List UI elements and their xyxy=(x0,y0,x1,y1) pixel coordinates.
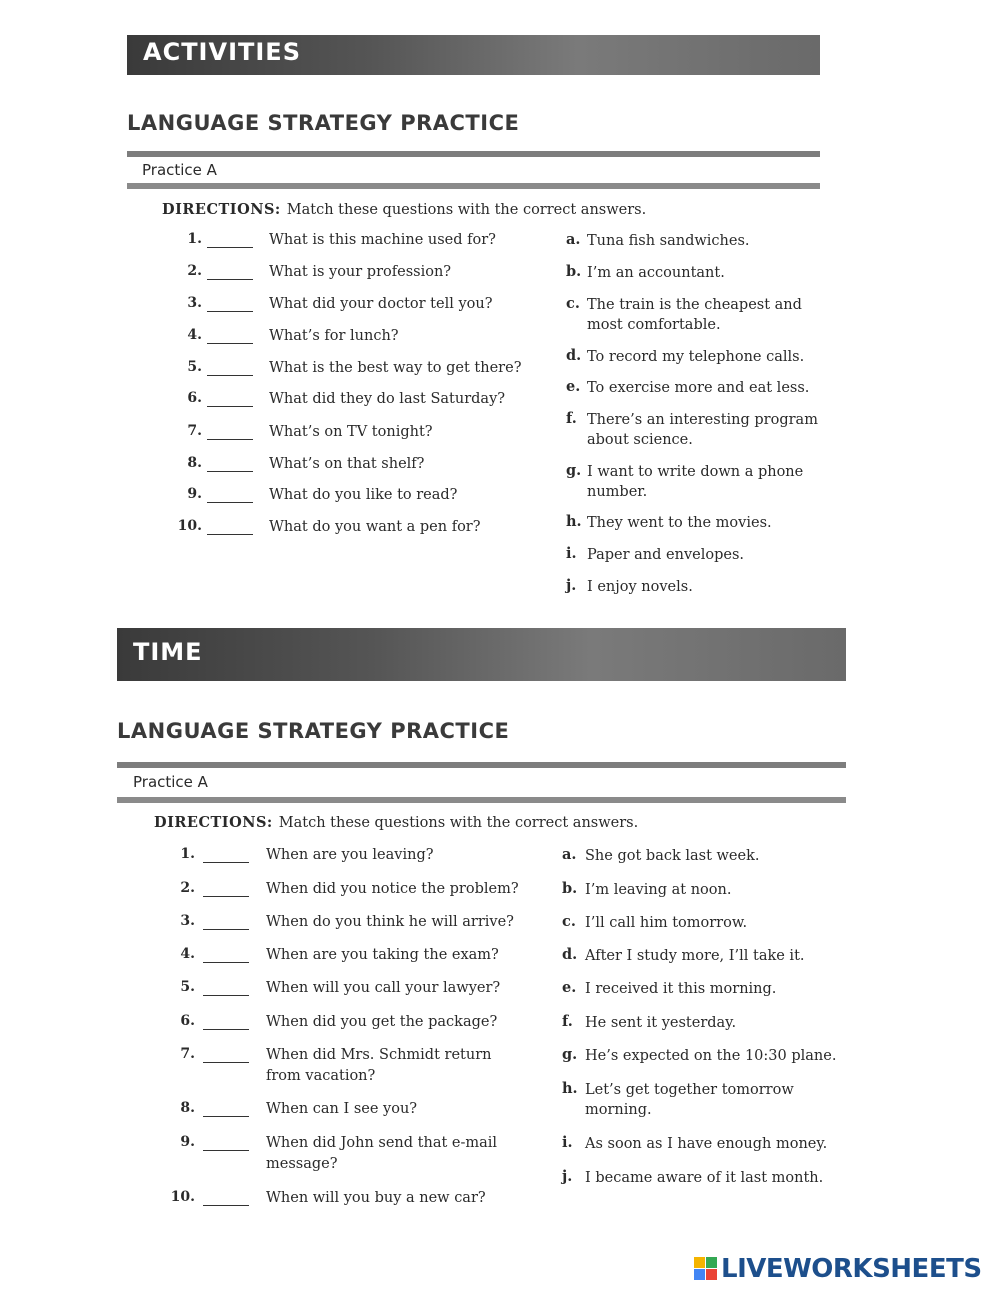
answer-letter: j. xyxy=(562,1168,573,1185)
question-text: When will you call your lawyer? xyxy=(266,980,501,996)
question-text: When did you get the package? xyxy=(266,1014,498,1030)
answer-letter: d. xyxy=(566,347,582,364)
question-text-line: message? xyxy=(266,1156,338,1172)
section-title: LANGUAGE STRATEGY PRACTICE xyxy=(127,111,520,135)
answer-text-line: morning. xyxy=(585,1102,652,1118)
question-number: 5. xyxy=(180,979,195,995)
directions-text: Match these questions with the correct answers. xyxy=(278,815,639,831)
answer-letter: i. xyxy=(562,1134,573,1151)
question-text: What is your profession? xyxy=(269,264,452,280)
answer-text xyxy=(587,410,818,450)
activities-banner xyxy=(127,35,820,75)
answer-letter: h. xyxy=(566,513,582,530)
directions-label: DIRECTIONS: xyxy=(154,814,273,831)
answer-blank[interactable] xyxy=(207,405,253,407)
answer-blank[interactable] xyxy=(207,438,253,440)
answer-letter: c. xyxy=(566,295,580,312)
question-number: 5. xyxy=(187,359,202,375)
answer-text-line: Let’s get together tomorrow xyxy=(585,1082,794,1098)
question-number: 9. xyxy=(187,486,202,502)
question-number: 2. xyxy=(187,263,202,279)
practice-label: Practice A xyxy=(133,773,208,791)
answer-blank[interactable] xyxy=(203,1115,249,1117)
answer-blank[interactable] xyxy=(203,895,249,897)
answer-blank[interactable] xyxy=(207,342,253,344)
answer-text xyxy=(587,295,802,335)
answer-blank[interactable] xyxy=(203,1204,249,1206)
question-text: What’s on that shelf? xyxy=(269,456,425,472)
question-number: 6. xyxy=(187,390,202,406)
question-number: 7. xyxy=(187,423,202,439)
directions xyxy=(162,201,646,218)
answer-text-line: number. xyxy=(587,484,648,500)
answer-text: I enjoy novels. xyxy=(587,579,693,595)
question-number: 8. xyxy=(187,455,202,471)
answer-blank[interactable] xyxy=(207,533,253,535)
answer-text: To exercise more and eat less. xyxy=(587,380,810,396)
question-number: 2. xyxy=(180,880,195,896)
question-text-line: from vacation? xyxy=(266,1068,376,1084)
question-number: 4. xyxy=(180,946,195,962)
answer-blank[interactable] xyxy=(207,246,253,248)
question-text: When did you notice the problem? xyxy=(266,881,519,897)
answer-text: Paper and envelopes. xyxy=(587,547,745,563)
answer-blank[interactable] xyxy=(207,501,253,503)
banner-title: TIME xyxy=(133,638,203,666)
answer-letter: i. xyxy=(566,545,577,562)
answer-blank[interactable] xyxy=(203,1061,249,1063)
answer-blank[interactable] xyxy=(207,374,253,376)
answer-text-line: I want to write down a phone xyxy=(587,464,804,480)
question-text: What do you want a pen for? xyxy=(269,519,481,535)
rule-top xyxy=(127,151,820,157)
answer-text: I’m an accountant. xyxy=(587,265,725,281)
answer-text: He’s expected on the 10:30 plane. xyxy=(585,1048,837,1064)
answer-letter: f. xyxy=(562,1013,573,1030)
answer-letter: j. xyxy=(566,577,577,594)
answer-text-line: There’s an interesting program xyxy=(587,412,818,428)
answer-text: I’ll call him tomorrow. xyxy=(585,915,748,931)
question-text: When do you think he will arrive? xyxy=(266,914,514,930)
answer-text xyxy=(585,1080,794,1120)
time-banner xyxy=(117,628,846,681)
answer-text: He sent it yesterday. xyxy=(585,1015,737,1031)
answer-letter: e. xyxy=(566,378,581,395)
answer-text-line: most comfortable. xyxy=(587,317,721,333)
answer-text xyxy=(587,462,803,502)
answer-letter: c. xyxy=(562,913,576,930)
answer-text: As soon as I have enough money. xyxy=(585,1136,828,1152)
answer-blank[interactable] xyxy=(207,470,253,472)
answer-blank[interactable] xyxy=(203,1028,249,1030)
banner-title: ACTIVITIES xyxy=(143,38,301,66)
answer-text: She got back last week. xyxy=(585,848,760,864)
question-text: What do you like to read? xyxy=(269,487,458,503)
answer-blank[interactable] xyxy=(203,961,249,963)
answer-blank[interactable] xyxy=(207,278,253,280)
answer-letter: e. xyxy=(562,979,577,996)
question-number: 1. xyxy=(187,231,202,247)
question-number: 9. xyxy=(180,1134,195,1150)
answer-letter: a. xyxy=(562,846,577,863)
question-number: 10. xyxy=(177,518,202,534)
answer-letter: g. xyxy=(562,1046,578,1063)
question-text: What did your doctor tell you? xyxy=(269,296,493,312)
question-text: What did they do last Saturday? xyxy=(269,391,506,407)
question-text: What is the best way to get there? xyxy=(269,360,522,376)
rule-top xyxy=(117,762,846,768)
question-number: 4. xyxy=(187,327,202,343)
question-text: What is this machine used for? xyxy=(269,232,496,248)
answer-letter: b. xyxy=(566,263,582,280)
answer-text-line: The train is the cheapest and xyxy=(587,297,802,313)
answer-blank[interactable] xyxy=(203,994,249,996)
question-text: When are you taking the exam? xyxy=(266,947,499,963)
answer-letter: b. xyxy=(562,880,578,897)
question-text: When can I see you? xyxy=(266,1101,418,1117)
question-number: 10. xyxy=(170,1189,195,1205)
rule-bottom xyxy=(117,797,846,803)
logo-mark-icon xyxy=(694,1257,718,1281)
answer-blank[interactable] xyxy=(203,861,249,863)
answer-letter: h. xyxy=(562,1080,578,1097)
answer-letter: g. xyxy=(566,462,582,479)
rule-bottom xyxy=(127,183,820,189)
question-text: When will you buy a new car? xyxy=(266,1190,486,1206)
section-title: LANGUAGE STRATEGY PRACTICE xyxy=(117,719,510,743)
directions-label: DIRECTIONS: xyxy=(162,201,281,218)
question-number: 3. xyxy=(187,295,202,311)
question-number: 6. xyxy=(180,1013,195,1029)
liveworksheets-logo xyxy=(694,1254,982,1284)
answer-blank[interactable] xyxy=(207,310,253,312)
answer-letter: f. xyxy=(566,410,577,427)
answer-letter: a. xyxy=(566,231,581,248)
answer-text: Tuna fish sandwiches. xyxy=(587,233,750,249)
answer-text: After I study more, I’ll take it. xyxy=(585,948,805,964)
question-text: What’s on TV tonight? xyxy=(269,424,433,440)
practice-label: Practice A xyxy=(142,161,217,179)
question-text: When are you leaving? xyxy=(266,847,434,863)
logo-text: LIVEWORKSHEETS xyxy=(721,1254,982,1284)
question-text-line: When did Mrs. Schmidt return xyxy=(266,1047,492,1063)
answer-text-line: about science. xyxy=(587,432,693,448)
answer-text: I’m leaving at noon. xyxy=(585,882,732,898)
answer-text: I received it this morning. xyxy=(585,981,777,997)
directions xyxy=(154,814,638,831)
question-text xyxy=(266,1133,497,1175)
question-number: 3. xyxy=(180,913,195,929)
question-text-line: When did John send that e-mail xyxy=(266,1135,498,1151)
question-number: 1. xyxy=(180,846,195,862)
answer-text: I became aware of it last month. xyxy=(585,1170,824,1186)
answer-text: To record my telephone calls. xyxy=(587,349,805,365)
question-text: What’s for lunch? xyxy=(269,328,399,344)
answer-text: They went to the movies. xyxy=(587,515,772,531)
directions-text: Match these questions with the correct answers. xyxy=(286,202,647,218)
question-number: 7. xyxy=(180,1046,195,1062)
answer-blank[interactable] xyxy=(203,1149,249,1151)
answer-blank[interactable] xyxy=(203,928,249,930)
question-text xyxy=(266,1045,491,1087)
answer-letter: d. xyxy=(562,946,578,963)
question-number: 8. xyxy=(180,1100,195,1116)
